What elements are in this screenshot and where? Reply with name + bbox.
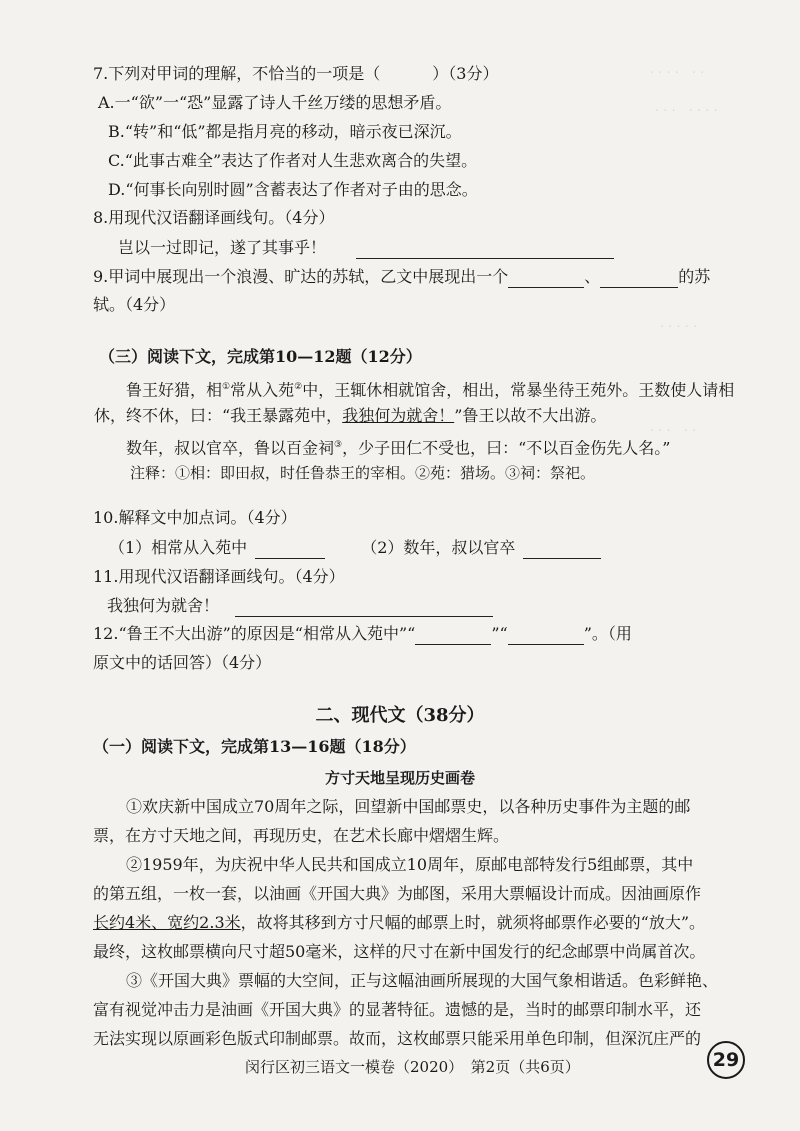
q9-answer-blank-1[interactable] [508,269,584,288]
q10-answer-blank-1[interactable] [255,540,325,559]
bleed-through-text: · · · · · · [650,66,705,81]
q12-answer-blank-2[interactable] [508,626,584,645]
q8-stem: 8.用现代汉语翻译画线句。（4分） [93,208,335,227]
q12-stem: 12.“鲁王不大出游”的原因是“相常从入苑中”“ ”“ ”。（用 [93,624,632,643]
section-3-title: （三）阅读下文，完成第10—12题（12分） [99,347,422,366]
part-2-subsection-title: （一）阅读下文，完成第13—16题（18分） [93,737,416,756]
article-p2-line-4: 最终，这枚邮票横向尺寸超50毫米，这样的尺寸在新中国发行的纪念邮票中尚属首次。 [93,942,706,961]
q9-stem: 9.甲词中展现出一个浪漫、旷达的苏轼，乙文中展现出一个 、 的苏 [93,267,711,286]
article-p1-line-1: ①欢庆新中国成立70周年之际，回望新中国邮票史，以各种历史事件为主题的邮 [126,797,691,816]
article-p3-line-3: 无法实现以原画彩色版式印制邮票。故而，这枚邮票只能采用单色印制，但深沉庄严的 [93,1029,702,1048]
q8-answer-blank[interactable] [356,240,614,259]
article-title: 方寸天地呈现历史画卷 [324,769,475,787]
part-2-title: 二、现代文（38分） [315,705,485,726]
classical-text-line-3: 数年，叔以官卒，鲁以百金祠③，少子田仁不受也，曰：“不以百金伤先人名。” [126,438,671,458]
q7-option-c: C.“此事古难全”表达了作者对人生悲欢离合的失望。 [108,151,478,170]
q9-answer-blank-2[interactable] [600,269,678,288]
q10-stem: 10.解释文中加点词。（4分） [93,508,297,527]
q8-line: 岂以一过即记，遂了其事乎！ [118,237,614,259]
bleed-through-text: · · · · · · · [655,104,718,119]
page-number-circle: 29 [707,1041,745,1079]
article-p2-line-2: 的第五组，一枚一套，以油画《开国大典》为邮图，采用大票幅设计而成。因油画原作 [93,884,702,903]
article-p2-line-1: ②1959年，为庆祝中华人民共和国成立10周年，原邮电部特发行5组邮票，其中 [126,855,694,874]
classical-text-line-1: 鲁王好猎，相①常从入苑②中，王辄休相就馆舍，相出，常暴坐待王苑外。王数使人请相 [126,380,735,400]
q7-option-a: A.一“欲”一“恐”显露了诗人千丝万缕的思想矛盾。 [98,93,452,112]
q7-option-d: D.“何事长向别时圆”含蓄表达了作者对子由的思念。 [108,180,478,199]
classical-text-line-2: 休，终不休，曰：“我王暴露苑中，我独何为就舍！”鲁王以故不大出游。 [94,406,607,425]
article-p1-line-2: 票，在方寸天地之间，再现历史，在艺术长廊中熠熠生辉。 [93,826,510,845]
q10-items: （1）相常从入苑中 （2）数年，叔以官卒 [109,537,601,559]
article-p2-line-3: 长约4米、宽约2.3米，故将其移到方寸尺幅的邮票上时，就须将邮票作必要的“放大”。 [93,913,706,932]
bleed-through-text: · · · · · [650,424,697,439]
q7-option-b: B.“转”和“低”都是指月亮的移动，暗示夜已深沉。 [108,122,462,141]
q9-stem-cont: 轼。（4分） [93,295,176,314]
annotation-note: 注释：①相：即田叔，时任鲁恭王的宰相。②苑：猎场。③祠：祭祀。 [130,464,596,482]
q7-stem: 7.下列对甲词的理解，不恰当的一项是（ ）（3分） [93,64,499,83]
q12-answer-blank-1[interactable] [415,626,491,645]
article-p3-line-1: ③《开国大典》票幅的大空间，正与这幅油画所展现的大国气象相谐适。色彩鲜艳、 [126,971,719,990]
article-p3-line-2: 富有视觉冲击力是油画《开国大典》的显著特征。遗憾的是，当时的邮票印制水平，还 [93,1000,702,1019]
q11-answer-blank[interactable] [235,598,493,617]
page-footer: 闵行区初三语文一模卷（2020） 第2页（共6页） [245,1058,580,1076]
q11-stem: 11.用现代汉语翻译画线句。（4分） [93,567,345,586]
bleed-through-text: · · · · · [660,320,698,335]
q12-stem-cont: 原文中的话回答）（4分） [93,653,272,672]
q10-answer-blank-2[interactable] [523,540,601,559]
q11-line: 我独何为就舍！ [107,595,493,617]
